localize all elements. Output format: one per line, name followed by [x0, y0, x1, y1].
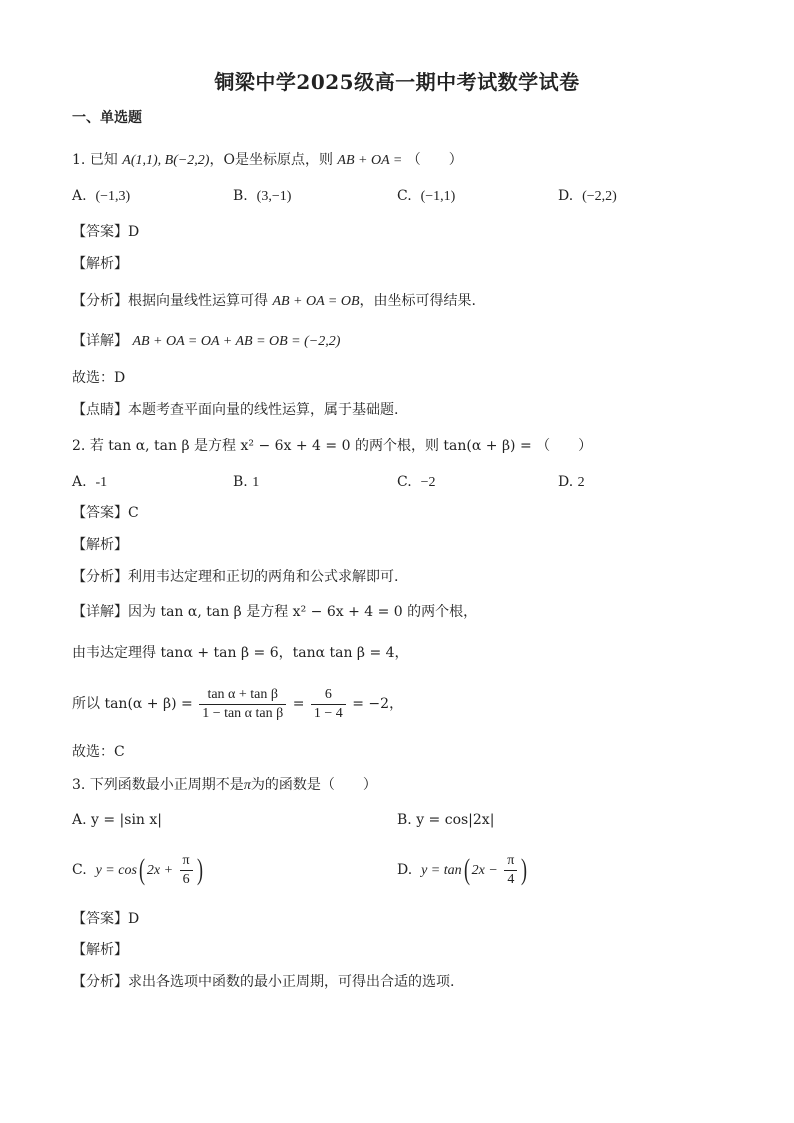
option-a: A. y = |sin x|	[72, 812, 163, 828]
math-condition: A(1,1), B(−2,2)	[122, 153, 210, 168]
fenxi-text: 求出各选项中函数的最小正周期，可得出合适的选项.	[128, 974, 455, 990]
fraction-tan-sum	[199, 686, 286, 723]
xiangjie-tag: 【详解】	[72, 333, 128, 349]
page-title: 铜梁中学2025级高一期中考试数学试卷	[214, 70, 580, 94]
answer-paren: （ ）	[406, 152, 463, 168]
fraction-numerator: π	[180, 852, 193, 871]
option-a: A. -1	[72, 474, 108, 490]
fraction-numerator: tan α + tan β	[199, 686, 286, 705]
question-number: 3.	[72, 777, 86, 793]
fenxi-text: ，由坐标可得结果.	[359, 293, 476, 309]
xiangjie-tag: 【详解】	[72, 604, 128, 620]
xiangjie-line	[72, 602, 477, 622]
option-c: C. y = cos( 2x + $\frac{\pi}{6}$ )	[72, 852, 203, 887]
function-text: y = cos	[95, 863, 137, 878]
fenxi-line	[72, 972, 454, 992]
option-label: C.	[72, 862, 87, 878]
dianjing-tag: 【点睛】	[72, 402, 128, 418]
function-inner: 2x −	[471, 863, 498, 878]
option-d: D. (−2,2)	[558, 188, 617, 204]
option-c: C. (−1,1)	[397, 188, 456, 204]
question-text: 下列函数最小正周期不是	[89, 777, 244, 793]
suoyi-prefix: 所以 tan(α + β) =	[72, 696, 193, 712]
vector-expression: AB + OA = OA + AB = OB = (−2,2)	[132, 334, 341, 349]
jiexi-label: 【解析】	[72, 537, 128, 553]
function-text: y = tan	[421, 863, 462, 878]
fraction-denominator: 6	[182, 871, 190, 887]
fraction-values	[311, 686, 346, 723]
fenxi-tag: 【分析】	[72, 569, 128, 585]
option-b: B. (3,−1)	[233, 188, 292, 204]
answer-line: 【答案】D	[72, 224, 140, 240]
vector-expression: AB + OA =	[337, 153, 403, 168]
fraction-pi-4	[504, 852, 517, 889]
answer-line: 【答案】C	[72, 505, 139, 521]
suoyi-line	[72, 684, 403, 724]
guxuan-line: 故选：C	[72, 744, 125, 760]
question-text: ，O是坐标原点，则	[209, 152, 333, 168]
option-b: B. y = cos|2x|	[397, 812, 495, 828]
option-label: D.	[397, 862, 413, 878]
xiangjie-text: 因为 tan α, tan β 是方程 x² − 6x + 4 = 0 的两个根，	[128, 604, 478, 620]
function-inner: 2x +	[146, 863, 174, 878]
fraction-numerator: π	[504, 852, 517, 871]
fraction-numerator: 6	[311, 686, 346, 705]
fraction-denominator: 1 − 4	[313, 705, 343, 721]
fraction-pi-6	[180, 852, 193, 889]
option-d: D. y = tan( 2x − $\frac{\pi}{4}$ )	[397, 852, 528, 887]
weida-line: 由韦达定理得 tanα + tan β = 6，tanα tan β = 4，	[72, 645, 409, 661]
dianjing-line	[72, 400, 398, 420]
fenxi-text: 根据向量线性运算可得	[128, 293, 268, 309]
jiexi-label: 【解析】	[72, 256, 128, 272]
fraction-denominator: 4	[507, 871, 515, 887]
question-number: 1.	[72, 152, 86, 168]
question-number: 2.	[72, 438, 86, 454]
vector-expression: AB + OA = OB	[272, 294, 360, 309]
suoyi-suffix: = −2，	[352, 696, 404, 712]
fenxi-tag: 【分析】	[72, 293, 128, 309]
fenxi-line	[72, 291, 476, 312]
fenxi-line	[72, 567, 398, 587]
question-text: 为的函数是（ ）	[250, 777, 377, 793]
xiangjie-line	[72, 331, 340, 352]
equals-sign: =	[292, 696, 305, 712]
option-a: A. (−1,3)	[72, 188, 131, 204]
answer-line: 【答案】D	[72, 911, 140, 927]
option-b: B. 1	[233, 474, 260, 490]
pi-symbol: π	[243, 778, 251, 793]
guxuan-line: 故选：D	[72, 370, 126, 386]
question-3-stem	[72, 775, 377, 796]
option-d: D. 2	[558, 474, 585, 490]
jiexi-label: 【解析】	[72, 942, 128, 958]
option-c: C. −2	[397, 474, 436, 490]
fenxi-tag: 【分析】	[72, 974, 128, 990]
dianjing-text: 本题考查平面向量的线性运算，属于基础题.	[128, 402, 399, 418]
fraction-denominator: 1 − tan α tan β	[202, 705, 284, 721]
question-2-stem	[72, 436, 592, 456]
question-text: 已知	[89, 152, 118, 168]
section-heading: 一、单选题	[72, 110, 142, 126]
question-1-stem	[72, 150, 463, 171]
fenxi-text: 利用韦达定理和正切的两角和公式求解即可.	[128, 569, 399, 585]
question-text: 若 tan α, tan β 是方程 x² − 6x + 4 = 0 的两个根，则 tan(α + β) = （ ）	[89, 438, 593, 454]
